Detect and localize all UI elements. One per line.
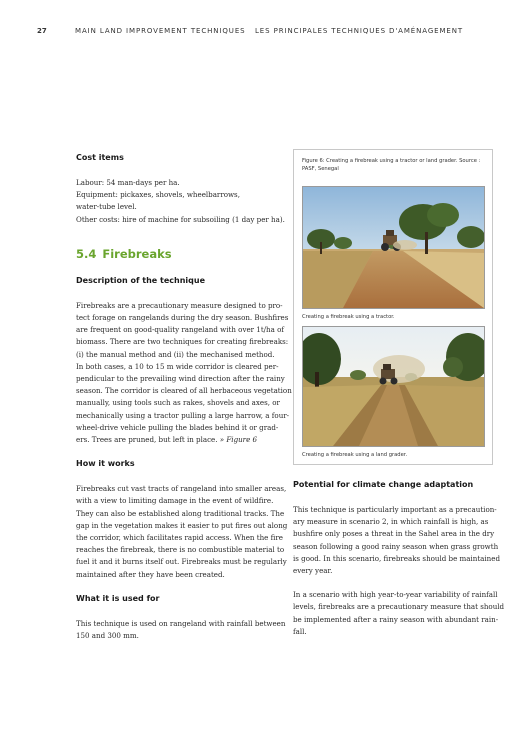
climate-line: levels, firebreaks are a precautionary measure that should bbox=[293, 602, 505, 612]
how-line: fuel it and it burns itself out. Firebreaks must be regularly bbox=[76, 557, 287, 567]
description-line: season. The corridor is cleared of all herbaceous vegetation bbox=[76, 386, 292, 396]
figure-caption-line: Figure 6: Creating a firebreak using a tractor or land grader. Source : bbox=[302, 158, 481, 164]
tractor-photo bbox=[302, 186, 485, 309]
used-line: 150 and 300 mm. bbox=[76, 631, 139, 641]
climate-line: is good. In this scenario, firebreaks should be maintained bbox=[293, 553, 500, 563]
land-grader-photo bbox=[302, 326, 485, 447]
description-line-text: ers. Trees are pruned, but left in place. bbox=[76, 435, 218, 445]
running-title-french: LES PRINCIPALES TECHNIQUES D'AMÉNAGEMENT bbox=[255, 27, 464, 35]
description-heading: Description of the technique bbox=[76, 275, 205, 285]
description-line: pendicular to the prevailing wind direction after the rainy bbox=[76, 374, 285, 384]
used-for-text bbox=[76, 618, 286, 642]
climate-line: In a scenario with high year-to-year variability of rainfall bbox=[293, 590, 498, 600]
climate-line: fall. bbox=[293, 626, 307, 636]
section-name: Firebreaks bbox=[102, 246, 172, 261]
climate-line: every year. bbox=[293, 566, 333, 576]
figure-caption-line: PASF, Senegal bbox=[302, 166, 339, 172]
how-line: the corridor, which facilitates rapid access. When the fire bbox=[76, 533, 283, 543]
climate-text-2 bbox=[293, 589, 505, 638]
description-line: tect forage on rangelands during the dry season. Bushfires bbox=[76, 313, 289, 323]
how-line: maintained after they have been created. bbox=[76, 569, 225, 579]
description-line: In both cases, a 10 to 15 m wide corridor is cleared per- bbox=[76, 361, 279, 371]
climate-text-1 bbox=[293, 504, 500, 577]
climate-line: be implemented after a rainy season with abundant rain- bbox=[293, 614, 499, 624]
cost-items-heading: Cost items bbox=[76, 153, 124, 162]
page-header bbox=[37, 27, 507, 39]
cost-line: Other costs: hire of machine for subsoiling (1 day per ha). bbox=[76, 214, 285, 224]
how-line: reaches the firebreak, there is no combustible material to bbox=[76, 545, 285, 555]
climate-heading: Potential for climate change adaptation bbox=[293, 480, 474, 489]
cost-line: Labour: 54 man-days per ha. bbox=[76, 178, 180, 187]
climate-line: season following a good rainy season when grass growth bbox=[293, 541, 499, 551]
description-line: are frequent on good-quality rangeland with over 1t/ha of bbox=[76, 325, 285, 335]
section-number: 5.4 bbox=[76, 246, 97, 261]
climate-line: bushfire only poses a threat in the Sahel area in the dry bbox=[293, 529, 495, 539]
description-line: manually, using tools such as rakes, shovels and axes, or bbox=[76, 398, 280, 408]
page-number: 27 bbox=[37, 27, 47, 35]
how-line: They can also be established along traditional tracks. The bbox=[76, 508, 285, 518]
how-line: with a view to limiting damage in the event of wildfire. bbox=[76, 496, 274, 506]
photo1-caption: Creating a firebreak using a tractor. bbox=[302, 314, 395, 320]
description-line: wheel-drive vehicle pulling the blades behind it or grad- bbox=[76, 422, 279, 432]
description-line: (i) the manual method and (ii) the mechanised method. bbox=[76, 349, 275, 359]
running-title-english: MAIN LAND IMPROVEMENT TECHNIQUES bbox=[75, 27, 246, 35]
how-it-works-text bbox=[76, 483, 288, 581]
description-line: mechanically using a tractor pulling a large harrow, a four- bbox=[76, 410, 290, 420]
climate-line: ary measure in scenario 2, in which rainfall is high, as bbox=[293, 517, 489, 527]
figure-caption bbox=[302, 157, 486, 173]
used-for-heading: What it is used for bbox=[76, 593, 160, 603]
description-text bbox=[76, 300, 292, 446]
left-column bbox=[76, 152, 292, 642]
used-line: This technique is used on rangeland with rainfall between bbox=[76, 618, 286, 628]
cost-line: water-tube level. bbox=[76, 202, 137, 212]
description-line: biomass. There are two techniques for creating firebreaks: bbox=[76, 337, 289, 347]
how-line: gap in the vegetation makes it easier to put fires out along bbox=[76, 520, 288, 530]
cost-line: Equipment: pickaxes, shovels, wheelbarrows, bbox=[76, 190, 240, 200]
figure-reference-link[interactable]: » Figure 6 bbox=[219, 435, 258, 445]
right-column bbox=[293, 479, 505, 638]
section-title bbox=[76, 247, 274, 261]
climate-line: This technique is particularly important as a precaution- bbox=[293, 505, 497, 514]
description-line: Firebreaks are a precautionary measure designed to pro- bbox=[76, 300, 283, 310]
how-line: Firebreaks cut vast tracts of rangeland into smaller areas, bbox=[76, 484, 287, 494]
description-line bbox=[76, 434, 274, 446]
figure-6 bbox=[293, 149, 493, 465]
cost-items-text bbox=[76, 177, 285, 226]
how-it-works-heading: How it works bbox=[76, 459, 135, 469]
photo2-caption: Creating a firebreak using a land grader. bbox=[302, 452, 408, 458]
